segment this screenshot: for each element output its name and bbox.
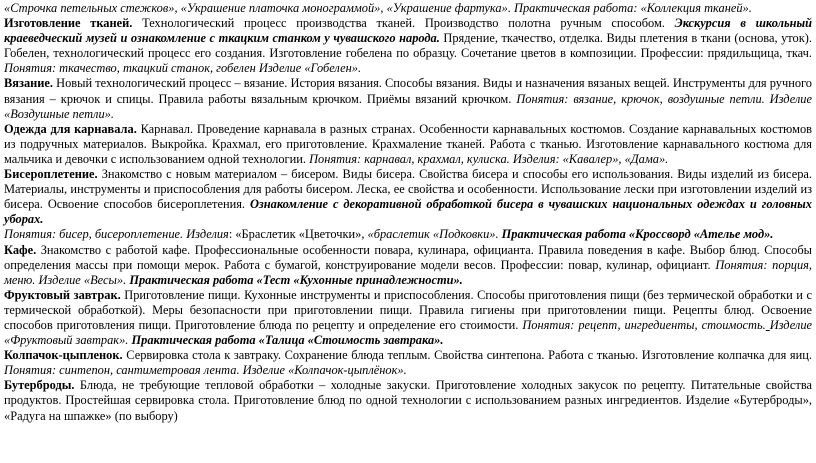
- text-run: Колпачок-цыпленок.: [4, 348, 123, 363]
- text-run: Изготовление тканей.: [4, 16, 133, 31]
- text-run: Одежда для карнавала.: [4, 121, 137, 136]
- text-run: Ознакомление с декоративной обработкой бисера в чувашских национальных одеждах и головных уборах.: [4, 197, 812, 227]
- text-run: Понятия: ткачество, ткацкий станок, гобелен Изделие «Гобелен».: [4, 61, 362, 76]
- text-run: Вязание.: [4, 76, 54, 91]
- text-run: Знакомство с новым материалом – бисером. Виды бисера. Свойства бисера и способы его использования. Виды изделий из бисера. Материалы, инструменты и приспособления для работы бисером. Леска, ее свойства и особенности. Использование лески при изготовлении изделий из бисера. Освоение способов бисероплетения.: [4, 167, 812, 212]
- paragraph: [4, 348, 812, 378]
- paragraph: [4, 1, 812, 16]
- text-run: Приготовление пищи. Кухонные инструменты и приспособления. Способы приготовления пищи (без термической обработки и с термической обработкой). Меры безопасности при приготовлении пищи. Правила гигиены при приготовлении пищи. Рецепты блюд. Освоение способов приготовления пищи. Приготовление блюда по рецепту и определение его стоимости.: [4, 287, 812, 332]
- text-run: Новый технологический процесс – вязание. История вязания. Способы вязания. Виды и назначения вязаных вещей. Инструменты для ручного вязания – крючок и спицы. Правила работы вязальным крючком. Приёмы вязаний крючком.: [4, 76, 812, 106]
- text-run: «браслетик «Подковки».: [367, 227, 499, 242]
- text-run: Кафе.: [4, 242, 37, 257]
- paragraph: [4, 227, 812, 242]
- text-run: Понятия: карнавал, крахмал, кулиска. Изделия: «Кавалер», «Дама».: [309, 151, 669, 166]
- text-run: Понятия: порция, меню. Изделие «Весы».: [4, 257, 813, 287]
- text-run: Бисероплетение.: [4, 167, 98, 182]
- paragraph: [4, 243, 812, 288]
- text-run: Практическая работа «Талица «Стоимость завтрака».: [131, 333, 444, 348]
- text-run: Практическая работа «Кроссворд «Ателье мод».: [501, 227, 774, 242]
- paragraph: [4, 167, 812, 227]
- paragraph: [4, 122, 812, 167]
- text-run: «Строчка петельных стежков», «Украшение платочка монограммой», «Украшение фартука». Практическая работа: «Коллекция тканей».: [4, 1, 752, 15]
- text-run: Бутерброды.: [4, 378, 75, 393]
- text-run: Понятия: синтепон, сантиметровая лента. Изделие «Колпачок-цыплёнок».: [4, 363, 407, 378]
- text-run: Экскурсия в школьный краеведческий музей и ознакомление с ткацким станком у чувашского народа.: [4, 16, 812, 46]
- text-run: : «Браслетик «Цветочки»,: [228, 227, 368, 242]
- text-run: Понятия: вязание, крючок, воздушные петли. Изделие «Воздушные петли».: [4, 91, 812, 121]
- text-run: Изделие «Фруктовый завтрак».: [4, 317, 813, 348]
- text-run: Фруктовый завтрак.: [4, 287, 121, 302]
- paragraph: [4, 76, 812, 121]
- text-run: Прядение, ткачество, отделка. Виды плетения в ткани (основа, уток). Гобелен, технологический процесс его создания. Изготовление гобелена по образцу. Сочетание цветов в композиции. Профессии: прядильщица, ткач.: [4, 31, 812, 61]
- text-run: Сервировка стола к завтраку. Сохранение блюда теплым. Свойства синтепона. Работа с тканью. Изготовление колпачка для яиц.: [122, 348, 812, 363]
- text-run: Понятия: бисер, бисероплетение. Изделия: [4, 227, 229, 242]
- paragraph: [4, 378, 812, 423]
- text-run: Понятия: рецепт, ингредиенты, стоимость.: [522, 317, 766, 332]
- paragraph: [4, 16, 812, 76]
- text-run: Блюда, не требующие тепловой обработки – холодные закуски. Приготовление холодных закусок по рецепту. Питательные свойства продуктов. Простейшая сервировка стола. Приготовление блюд по одной технологии с использованием разных ингредиентов. Изделие «Бутерброды», «Радуга на шпажке» (по выбору): [4, 378, 812, 423]
- paragraph: [4, 288, 812, 348]
- text-run: Карнавал. Проведение карнавала в разных странах. Особенности карнавальных костюмов. Создание карнавальных костюмов из подручных материалов. Выкройка. Крахмал, его приготовление. Крахмаление тканей. Работа с тканью. Изготовление карнавального костюма для мальчика и девочки с использованием одной технологии.: [4, 121, 812, 166]
- document-text: [4, 0, 812, 424]
- text-run: Знакомство с работой кафе. Профессиональные особенности повара, кулинара, официанта. Правила поведения в кафе. Выбор блюд. Способы определения массы при помощи мерок. Работа с бумагой, конструирование модели весов. Профессии: повар, кулинар, официант.: [4, 242, 812, 272]
- text-run: Практическая работа «Тест «Кухонные принадлежности».: [129, 272, 463, 287]
- text-run: Технологический процесс производства тканей. Производство полотна ручным способом.: [132, 16, 675, 31]
